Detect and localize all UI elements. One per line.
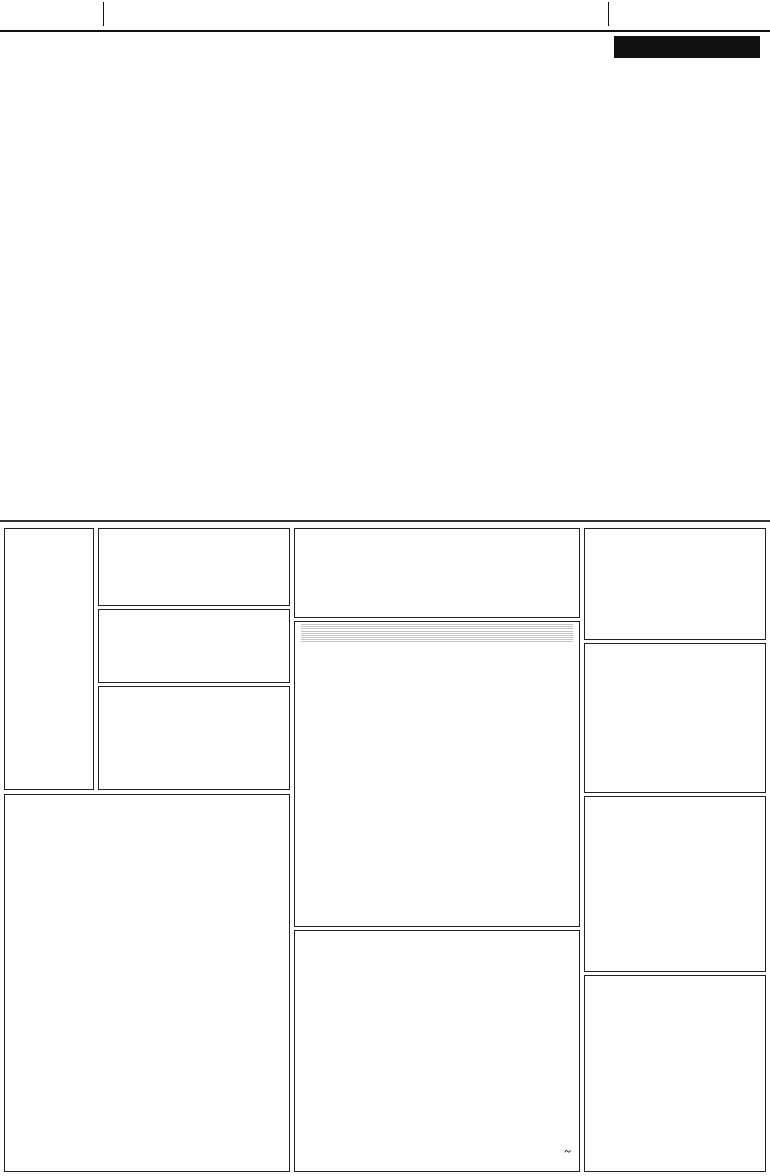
ad-ittila-2	[98, 609, 290, 683]
signature-scribble: ~	[564, 1144, 571, 1158]
cdpo-corrigendum-notice	[4, 794, 290, 1172]
ad-left-1	[4, 528, 94, 790]
cmo-kulgam-notice	[294, 621, 580, 927]
masthead	[0, 0, 770, 32]
home-dept-notice	[294, 930, 580, 1172]
ad-right-4	[584, 975, 766, 1172]
ad-right-2	[584, 643, 766, 793]
ad-ittila-1	[98, 528, 290, 606]
ad-right-1	[584, 528, 766, 640]
ad-right-3	[584, 796, 766, 972]
ad-middle-urdu	[294, 528, 580, 618]
page-number	[730, 0, 766, 30]
ad-ittila-3	[98, 686, 290, 790]
continued-banner	[614, 36, 760, 58]
